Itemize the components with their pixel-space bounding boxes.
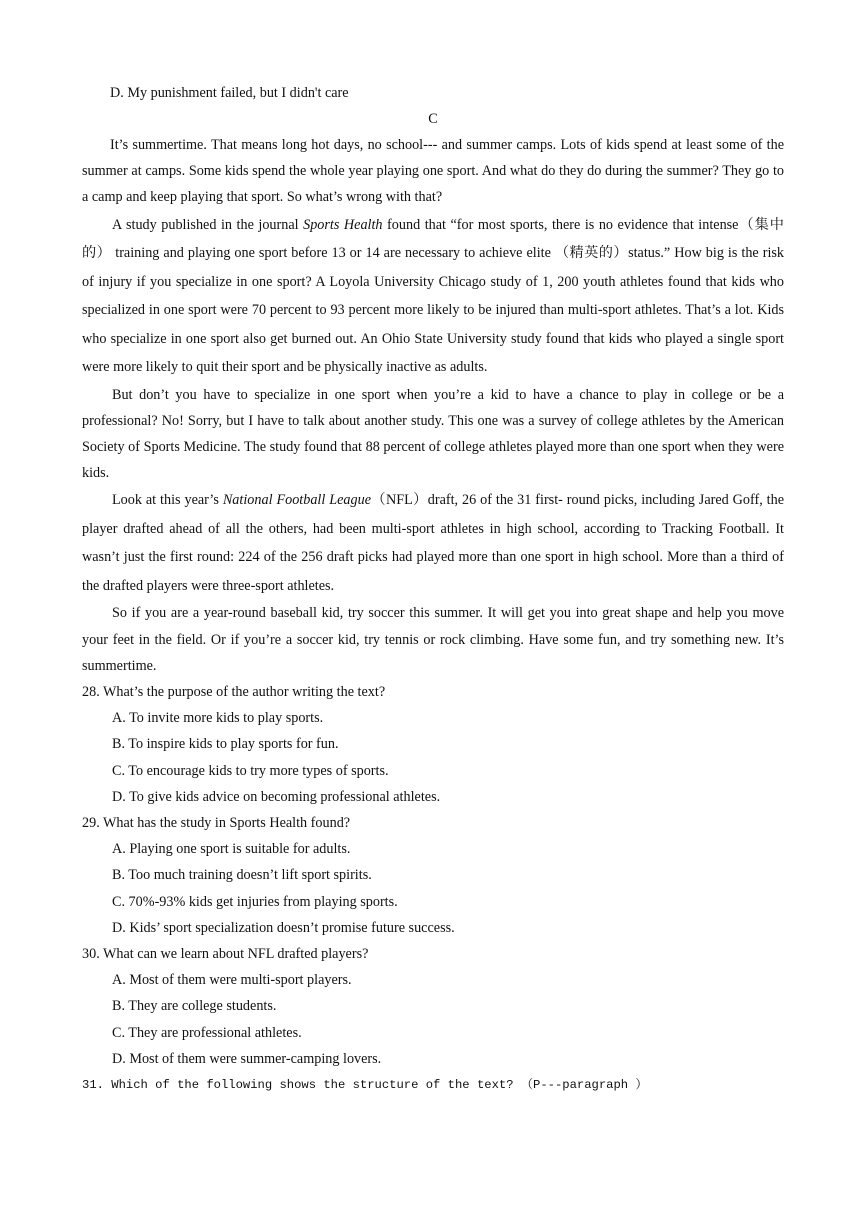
question-option: C. To encourage kids to try more types of sports. xyxy=(112,762,389,779)
paragraph-1: It’s summertime. That means long hot days, no school--- and summer camps. Lots of kids spend at least some of the summer at camps. Some kids spend the whole year playing one sport. And what do they do during the summer? They go to a camp and keep playing that sport. So what’s wrong with that? xyxy=(82,137,784,206)
question-29 xyxy=(82,810,784,941)
question-option: B. They are college students. xyxy=(112,998,277,1015)
paragraph-3: But don’t you have to specialize in one sport when you’re a kid to have a chance to play in college or be a professional? No! Sorry, but I have to talk about another study. This one was a survey of college athletes by the American Society of Sports Medicine. The study found that 88 percent of college athletes played more than one sport when they were kids. xyxy=(82,386,784,482)
paragraph-4-text-a: Look at this year’s xyxy=(112,492,223,509)
paragraph-2 xyxy=(82,211,784,382)
paragraph-4 xyxy=(82,486,784,600)
league-name: National Football League xyxy=(222,492,372,509)
question-stem: 28. What’s the purpose of the author writing the text? xyxy=(82,684,386,701)
question-stem: 31. Which of the following shows the structure of the text? （P---paragraph ） xyxy=(82,1078,648,1093)
passage-label: C xyxy=(428,111,438,127)
question-stem: 29. What has the study in Sports Health found? xyxy=(82,815,351,832)
question-option: D. Kids’ sport specialization doesn’t promise future success. xyxy=(112,919,455,936)
question-option: B. To inspire kids to play sports for fun. xyxy=(112,736,339,753)
question-30 xyxy=(82,941,784,1072)
question-option: A. To invite more kids to play sports. xyxy=(112,710,324,727)
question-31 xyxy=(82,1072,784,1098)
question-option: C. 70%-93% kids get injuries from playing sports. xyxy=(112,893,398,910)
previous-question-option: D. My punishment failed, but I didn't care xyxy=(110,85,349,101)
question-option: B. Too much training doesn’t lift sport spirits. xyxy=(112,867,372,884)
paragraph-2-text-a: A study published in the journal xyxy=(112,216,304,233)
paragraph-4-text-b: （NFL）draft, 26 of the 31 first- round picks, including Jared Goff, the player drafted ahead of all the others, had been multi-sport athletes in high school, according to Tracking Football. It wasn’t just the first round: 224 of the 256 draft picks had played more than one sport in high school. More than a third of the drafted players were three-sport athletes. xyxy=(82,492,785,594)
journal-name: Sports Health xyxy=(303,216,383,233)
paragraph-2-text-b: found that “for most sports, there is no evidence that intense（集中的） training and playing one sport before 13 or 14 are necessary to achieve elite （精英的）status.” How big is the risk of injury if you specialize in one sport? A Loyola University Chicago study of 1, 200 youth athletes found that kids who specialized in one sport were 70 percent to 93 percent more likely to be injured than multi-sport athletes. That’s a lot. Kids who specialize in one sport also get burned out. An Ohio State University study found that kids who played a single sport were more likely to quit their sport and be physically inactive as adults. xyxy=(82,216,784,376)
question-option: D. To give kids advice on becoming professional athletes. xyxy=(112,788,441,805)
question-28 xyxy=(82,679,784,810)
paragraph-5: So if you are a year-round baseball kid, try soccer this summer. It will get you into great shape and help you move your feet in the field. Or if you’re a soccer kid, try tennis or rock climbing. Have some fun, and try something new. It’s summertime. xyxy=(82,605,784,674)
question-option: A. Most of them were multi-sport players. xyxy=(112,972,352,989)
question-stem: 30. What can we learn about NFL drafted players? xyxy=(82,946,369,963)
question-option: A. Playing one sport is suitable for adults. xyxy=(112,841,351,858)
question-option: D. Most of them were summer-camping lovers. xyxy=(112,1050,382,1067)
question-option: C. They are professional athletes. xyxy=(112,1024,302,1041)
